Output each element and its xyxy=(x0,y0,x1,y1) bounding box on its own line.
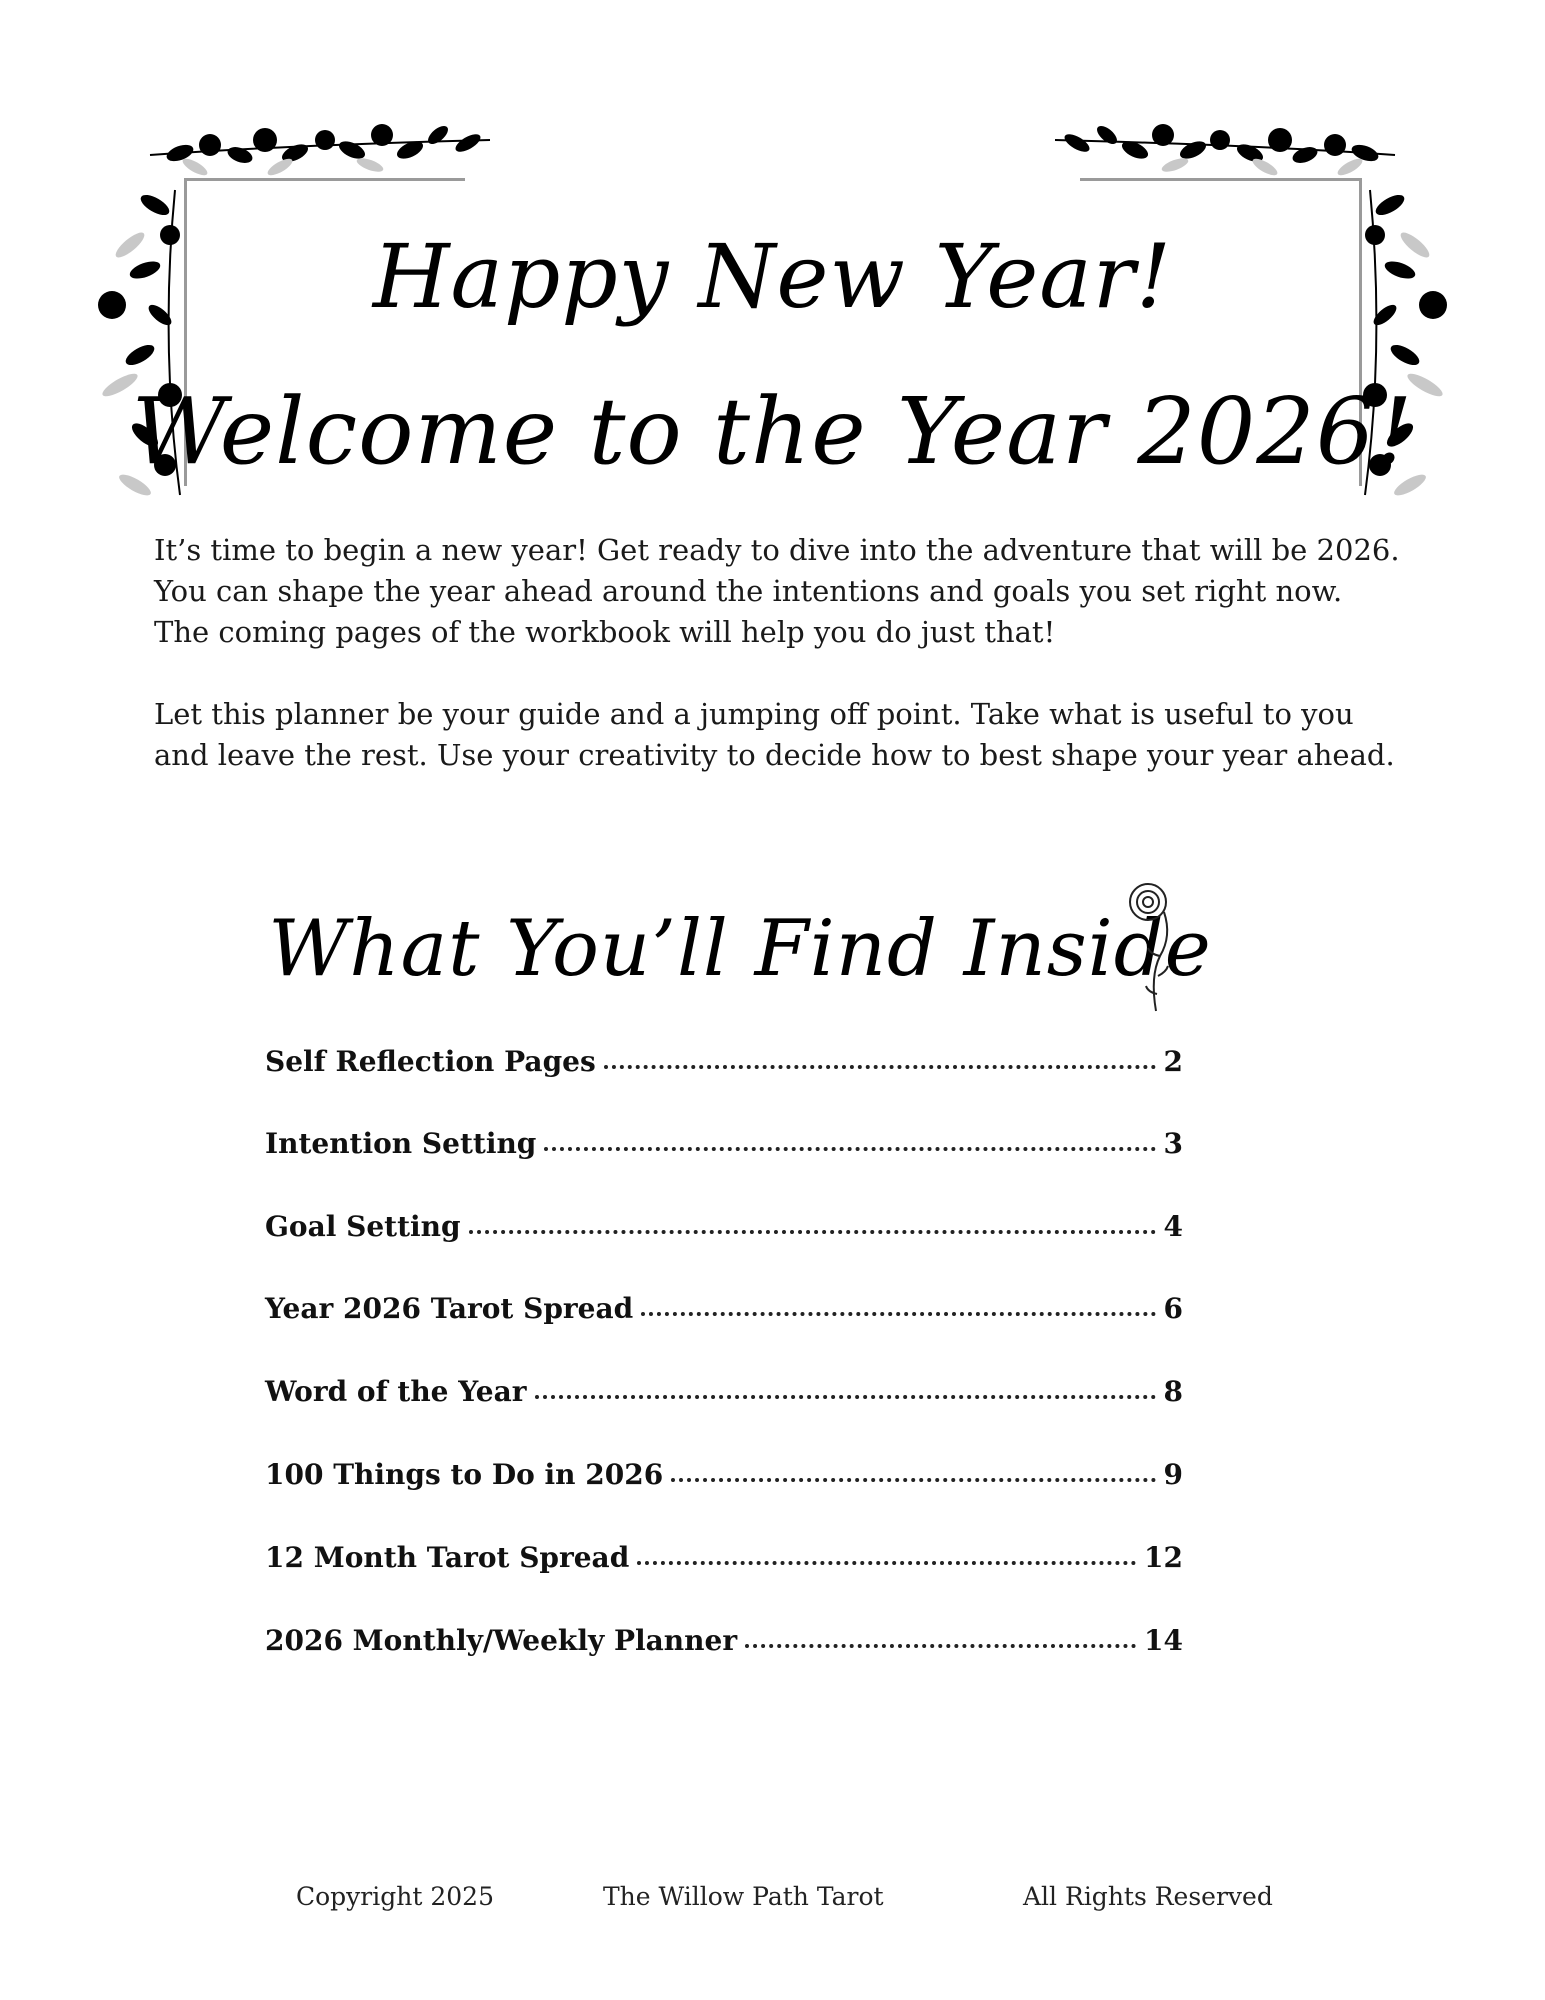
toc-title: What You’ll Find Inside xyxy=(268,904,1212,994)
toc-row[interactable] xyxy=(265,1368,1183,1408)
toc-leader xyxy=(671,1478,1155,1482)
toc-leader xyxy=(637,1561,1136,1565)
toc-page: 8 xyxy=(1163,1375,1183,1408)
toc-label: Year 2026 Tarot Spread xyxy=(265,1292,634,1325)
toc-row[interactable] xyxy=(265,1038,1183,1078)
toc-page: 4 xyxy=(1163,1210,1183,1243)
toc-leader xyxy=(469,1230,1156,1234)
toc-leader xyxy=(544,1147,1155,1151)
toc-row[interactable] xyxy=(265,1120,1183,1160)
toc-label: 12 Month Tarot Spread xyxy=(265,1541,630,1574)
page-subtitle: Welcome to the Year 2026! xyxy=(131,378,1414,485)
toc-row[interactable] xyxy=(265,1617,1183,1657)
footer-rights: All Rights Reserved xyxy=(1023,1882,1273,1911)
fern-flower-icon xyxy=(1120,876,1180,1016)
toc-leader xyxy=(745,1644,1136,1648)
intro-paragraph-2: Let this planner be your guide and a jumping off point. Take what is useful to you and leave the rest. Use your creativity to decide how to best shape your year ahead. xyxy=(154,697,1395,772)
toc-page: 2 xyxy=(1163,1045,1183,1078)
intro-paragraph-1: It’s time to begin a new year! Get ready to dive into the adventure that will be 2026. You can shape the year ahead around the intentions and goals you set right now. The coming pages of the workbook will help you do just that! xyxy=(154,533,1400,649)
footer-copyright: Copyright 2025 xyxy=(296,1882,494,1911)
toc-row[interactable] xyxy=(265,1203,1183,1243)
toc-page: 3 xyxy=(1163,1127,1183,1160)
toc-page: 9 xyxy=(1163,1458,1183,1491)
toc-label: Goal Setting xyxy=(265,1210,461,1243)
toc-leader xyxy=(604,1065,1156,1069)
footer-brand: The Willow Path Tarot xyxy=(603,1882,884,1911)
toc-page: 12 xyxy=(1144,1541,1183,1574)
toc-label: 2026 Monthly/Weekly Planner xyxy=(265,1624,738,1657)
toc-leader xyxy=(535,1395,1156,1399)
toc-label: Self Reflection Pages xyxy=(265,1045,596,1078)
toc-label: Intention Setting xyxy=(265,1127,537,1160)
toc-page: 6 xyxy=(1163,1292,1183,1325)
page-title: Happy New Year! xyxy=(372,225,1173,328)
toc-row[interactable] xyxy=(265,1534,1183,1574)
toc-label: 100 Things to Do in 2026 xyxy=(265,1458,664,1491)
toc-leader xyxy=(641,1312,1155,1316)
toc-label: Word of the Year xyxy=(265,1375,527,1408)
toc-row[interactable] xyxy=(265,1451,1183,1491)
toc-row[interactable] xyxy=(265,1285,1183,1325)
toc-page: 14 xyxy=(1144,1624,1183,1657)
